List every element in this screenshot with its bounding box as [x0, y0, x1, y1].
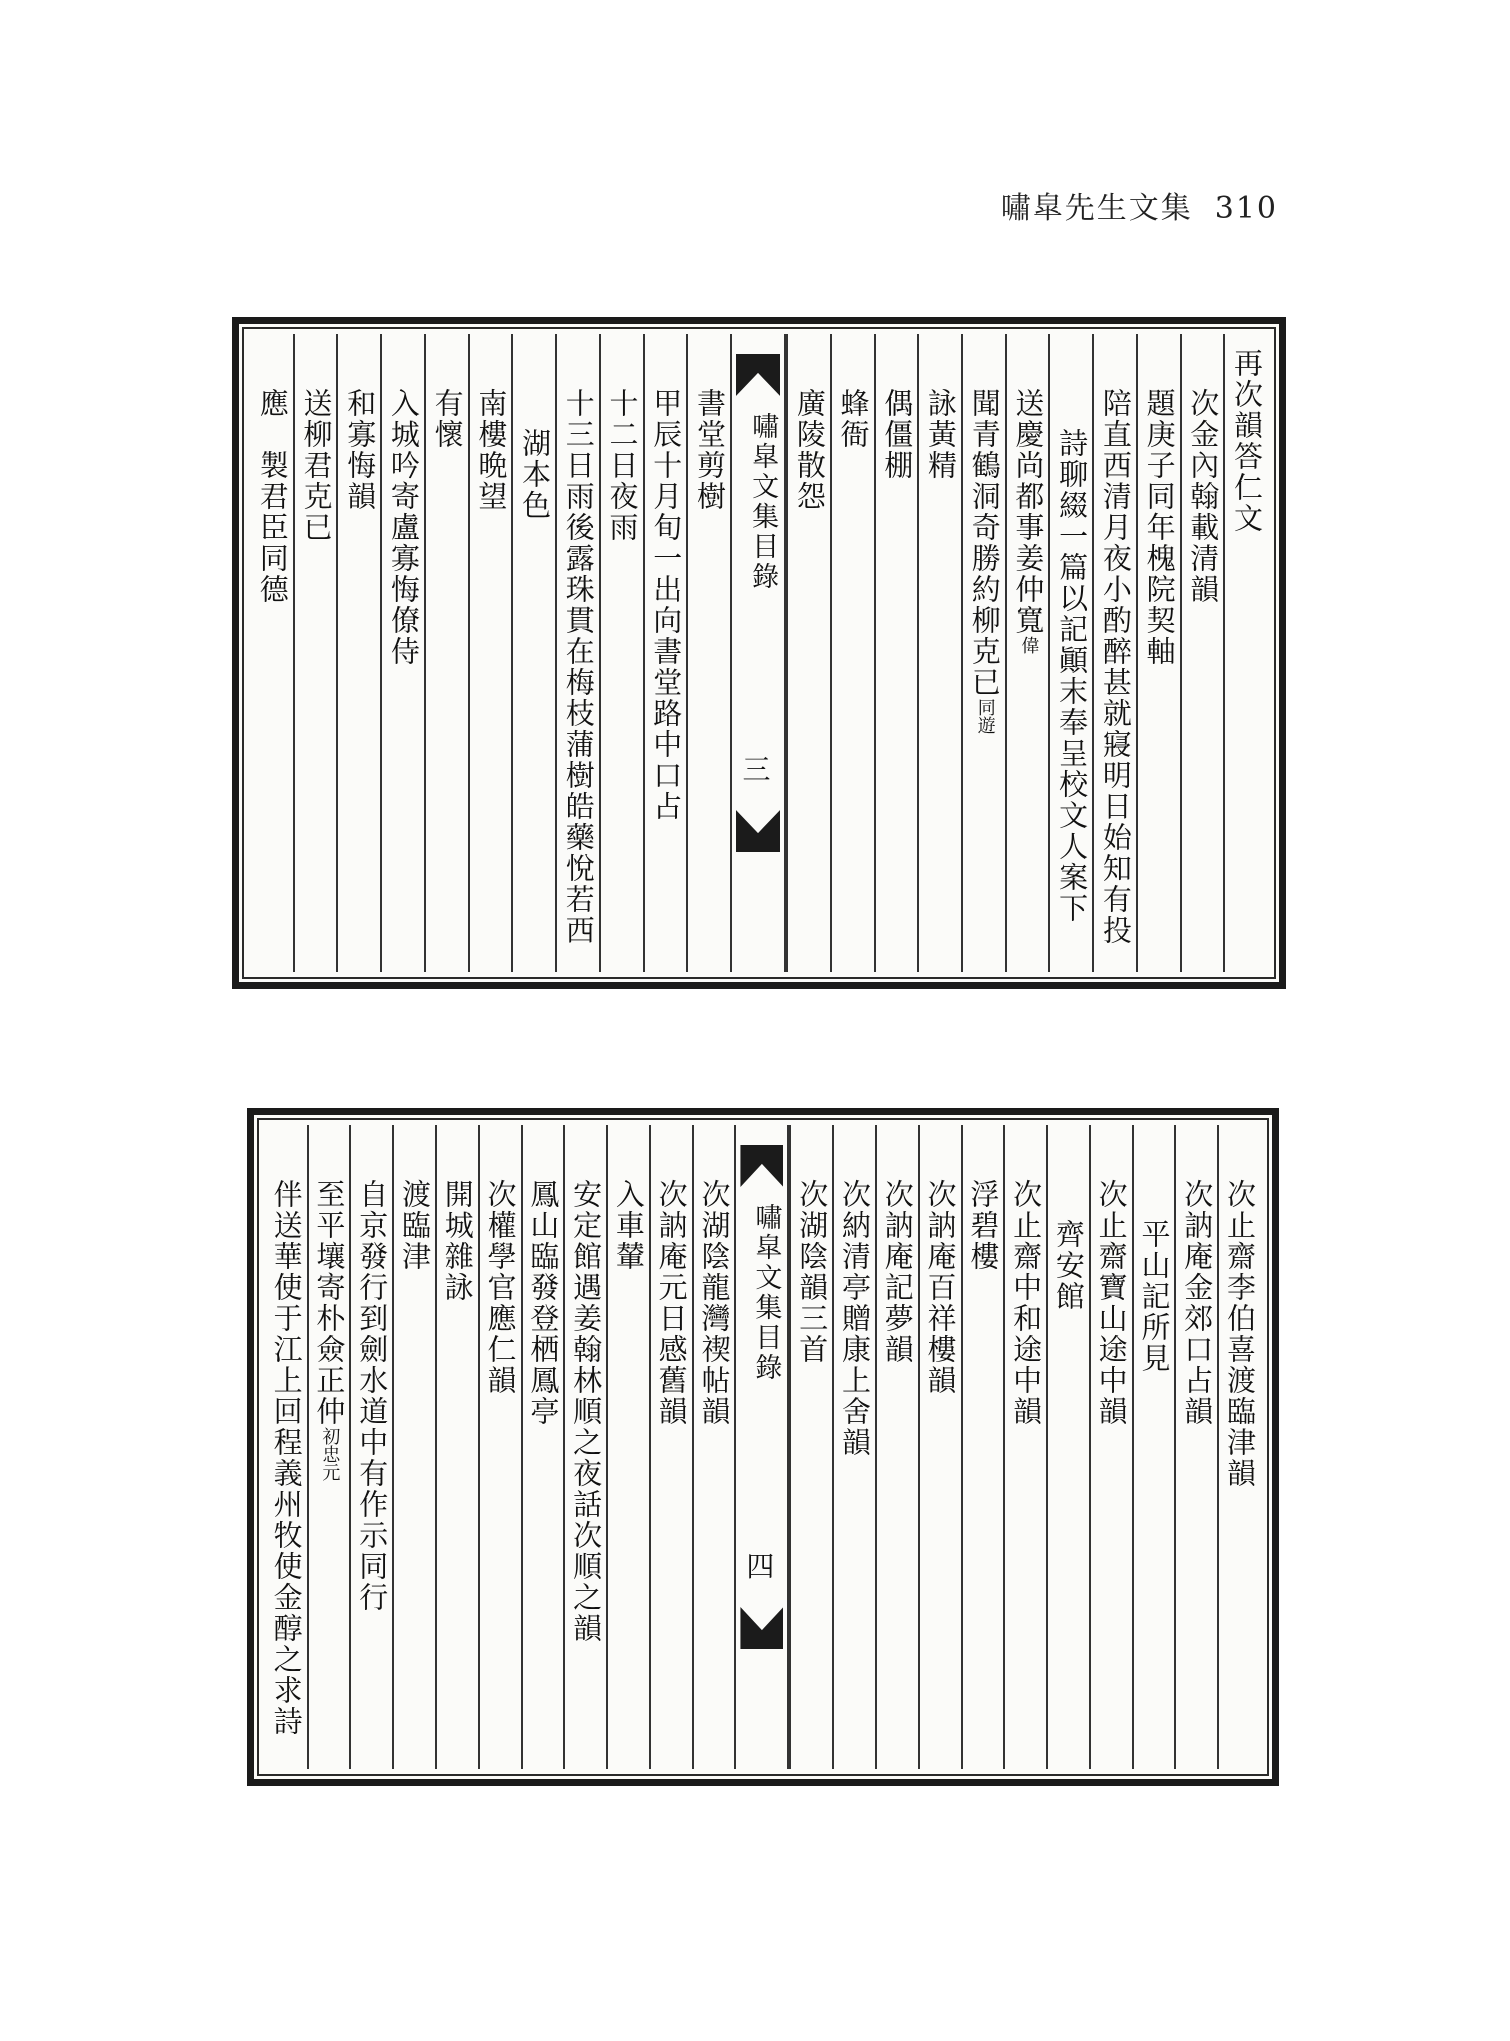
- leaf-number: 三: [742, 753, 774, 786]
- toc-entry: 再次韻答仁文: [1223, 334, 1267, 972]
- running-header: [1001, 183, 1278, 227]
- toc-entry: 次訥庵金郊口占韻: [1174, 1125, 1217, 1769]
- bottom-leaf-columns: [266, 1125, 1260, 1769]
- top-leaf: [232, 317, 1286, 989]
- toc-entry: 入城吟寄盧寡悔僚侍: [380, 334, 424, 972]
- toc-entry: 蜂衙: [830, 334, 874, 972]
- toc-entry: 齊安館: [1046, 1125, 1089, 1769]
- toc-entry: 浮碧樓: [961, 1125, 1004, 1769]
- page-number: 310: [1214, 191, 1278, 226]
- toc-entry: 十三日雨後露珠貫在梅枝蒲樹皓藥悅若西: [555, 334, 599, 972]
- toc-entry: 次金內翰載清韻: [1180, 334, 1224, 972]
- toc-entry: 有懷: [424, 334, 468, 972]
- toc-entry: 送柳君克已: [293, 334, 337, 972]
- toc-entry: 應 製君臣同德: [255, 388, 290, 605]
- toc-entry: 題庚子同年槐院契軸: [1136, 334, 1180, 972]
- toc-entry: 伴送華使于江上回程義州牧使金醇之求詩: [269, 1179, 304, 1737]
- toc-entry: 次訥庵百祥樓韻: [918, 1125, 961, 1769]
- toc-entry: 次訥庵記夢韻: [875, 1125, 918, 1769]
- toc-entry: 聞青鶴洞奇勝約柳克已同遊: [961, 334, 1005, 972]
- center-column: [734, 1125, 789, 1769]
- toc-entry: 渡臨津: [392, 1125, 435, 1769]
- toc-note: 偉: [1018, 636, 1040, 654]
- toc-entry: 次湖陰韻三首: [789, 1125, 832, 1769]
- toc-entry: 次止齋李伯喜渡臨津韻: [1217, 1125, 1260, 1769]
- toc-entry: 湖本色: [511, 334, 555, 972]
- fishtail-ornament: [736, 810, 780, 852]
- toc-entry: 書堂剪樹: [686, 334, 730, 972]
- book-title: 嘯皐先生文集: [1000, 191, 1193, 226]
- toc-entry: 南樓晩望: [468, 334, 512, 972]
- toc-entry: 鳳山臨發登栖鳳亭: [521, 1125, 564, 1769]
- toc-entry: 自京發行到劍水道中有作示同行: [349, 1125, 392, 1769]
- center-title: 嘯皐文集目錄: [750, 1203, 782, 1383]
- toc-entry: 十二日夜雨: [599, 334, 643, 972]
- toc-entry: 入車輦: [606, 1125, 649, 1769]
- toc-entry: 廣陵散怨: [786, 334, 830, 972]
- toc-entry: 送慶尚都事姜仲寬偉: [1005, 334, 1049, 972]
- toc-entry: 次止齋寶山途中韻: [1089, 1125, 1132, 1769]
- toc-entry: 開城雜詠: [435, 1125, 478, 1769]
- toc-entry: 至平壤寄朴僉正仲初忠元: [307, 1125, 350, 1769]
- bottom-leaf: [247, 1108, 1279, 1786]
- toc-entry: 次湖陰龍灣禊帖韻: [692, 1125, 735, 1769]
- toc-entry: 詠黃精: [917, 334, 961, 972]
- toc-entry: 安定館遇姜翰林順之夜話次順之韻: [563, 1125, 606, 1769]
- fishtail-ornament: [740, 1607, 783, 1649]
- fishtail-ornament: [740, 1145, 783, 1187]
- toc-entry: 陪直西清月夜小酌醉甚就寢明日始知有投: [1092, 334, 1136, 972]
- toc-entry: 次訥庵元日感舊韻: [649, 1125, 692, 1769]
- toc-entry: 甲辰十月旬一出向書堂路中口占: [643, 334, 687, 972]
- leaf-number: 四: [746, 1550, 778, 1583]
- toc-note: 同遊: [974, 698, 996, 734]
- toc-entry: 偶僵棚: [874, 334, 918, 972]
- toc-entry: 詩聊綴一篇以記顚末奉呈校文人案下: [1048, 334, 1092, 972]
- toc-entry: 次權學官應仁韻: [478, 1125, 521, 1769]
- center-title: 嘯皐文集目錄: [747, 412, 779, 592]
- toc-entry: 和寡悔韻: [336, 334, 380, 972]
- top-leaf-columns: [251, 334, 1267, 972]
- toc-entry: 平山記所見: [1132, 1125, 1175, 1769]
- toc-note: 初忠元: [319, 1427, 341, 1481]
- toc-entry: 次納清亭贈康上舍韻: [832, 1125, 875, 1769]
- fishtail-ornament: [736, 354, 780, 396]
- toc-entry: 次止齋中和途中韻: [1003, 1125, 1046, 1769]
- center-column: [730, 334, 786, 972]
